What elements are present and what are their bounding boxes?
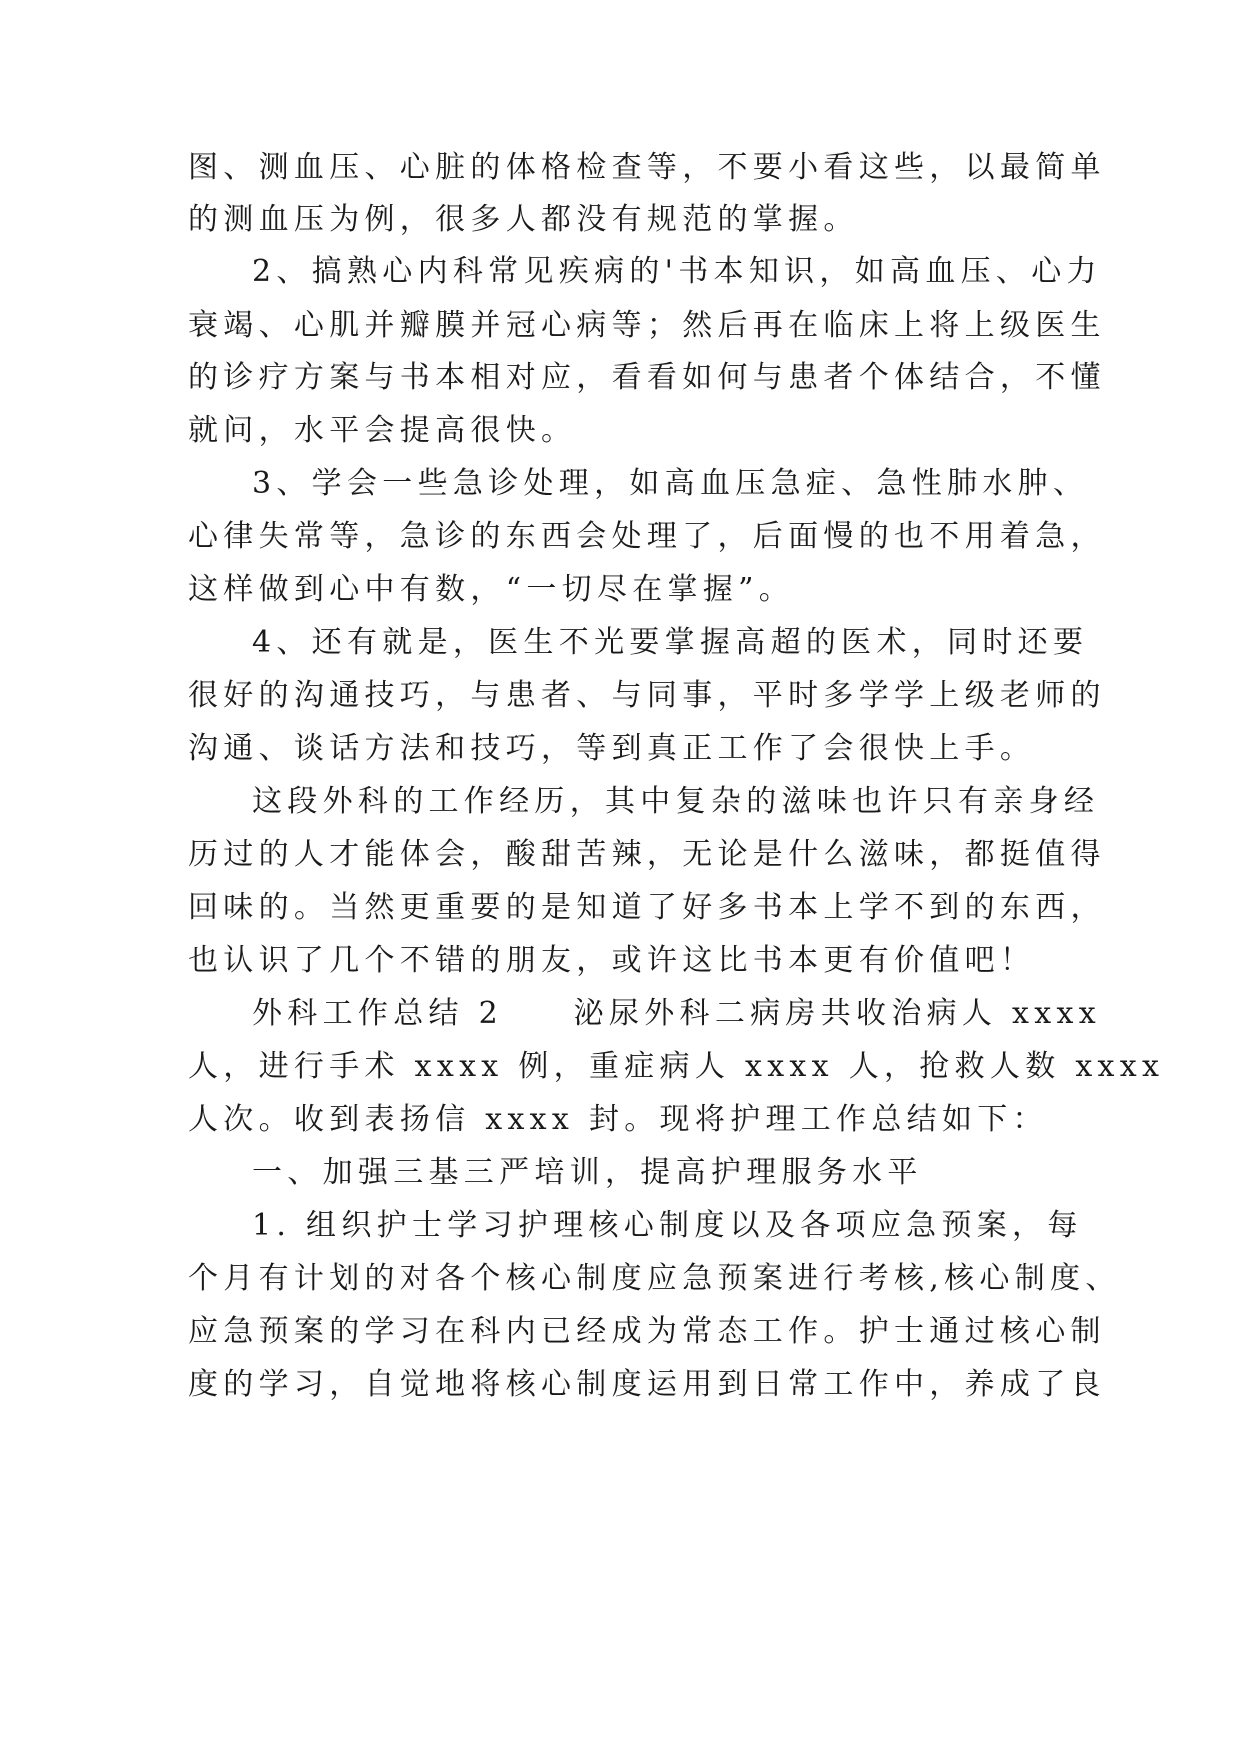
text-line: 人次。收到表扬信 xxxx 封。现将护理工作总结如下：: [188, 1102, 1048, 1137]
text-line: 心律失常等，急诊的东西会处理了，后面慢的也不用着急，: [188, 519, 1106, 554]
text-line: 沟通、谈话方法和技巧，等到真正工作了会很快上手。: [188, 731, 1036, 766]
subheading-line: 一、加强三基三严培训，提高护理服务水平: [252, 1155, 923, 1190]
text-line: 的诊疗方案与书本相对应，看看如何与患者个体结合，不懂: [188, 360, 1106, 395]
text-line: 历过的人才能体会，酸甜苦辣，无论是什么滋味，都挺值得: [188, 837, 1106, 872]
text-line: 很好的沟通技巧，与患者、与同事，平时多学学上级老师的: [188, 678, 1106, 713]
text-line: 4、还有就是，医生不光要掌握高超的医术，同时还要: [252, 625, 1089, 660]
section-heading-line: 外科工作总结 2 泌尿外科二病房共收治病人 xxxx: [252, 996, 1101, 1031]
text-line: 个月有计划的对各个核心制度应急预案进行考核,核心制度、: [188, 1261, 1121, 1296]
text-line: 度的学习，自觉地将核心制度运用到日常工作中，养成了良: [188, 1367, 1106, 1402]
text-line: 1. 组织护士学习护理核心制度以及各项应急预案，每: [252, 1208, 1083, 1243]
text-line: 的测血压为例，很多人都没有规范的掌握。: [188, 202, 859, 237]
text-line: 应急预案的学习在科内已经成为常态工作。护士通过核心制: [188, 1314, 1106, 1349]
text-line: 也认识了几个不错的朋友，或许这比书本更有价值吧！: [188, 943, 1036, 978]
text-line: 就问，水平会提高很快。: [188, 413, 577, 448]
text-line: 3、学会一些急诊处理，如高血压急症、急性肺水肿、: [252, 466, 1089, 501]
text-line: 这样做到心中有数，“一切尽在掌握”。: [188, 572, 795, 607]
text-line: 人，进行手术 xxxx 例，重症病人 xxxx 人，抢救人数 xxxx: [188, 1049, 1165, 1084]
text-line: 2、搞熟心内科常见疾病的'书本知识，如高血压、心力: [252, 254, 1102, 289]
text-line: 衰竭、心肌并瓣膜并冠心病等；然后再在临床上将上级医生: [188, 308, 1106, 343]
text-line: 这段外科的工作经历，其中复杂的滋味也许只有亲身经: [252, 784, 1100, 819]
text-line: 图、测血压、心脏的体格检查等，不要小看这些，以最简单: [188, 150, 1106, 185]
text-line: 回味的。当然更重要的是知道了好多书本上学不到的东西，: [188, 890, 1106, 925]
